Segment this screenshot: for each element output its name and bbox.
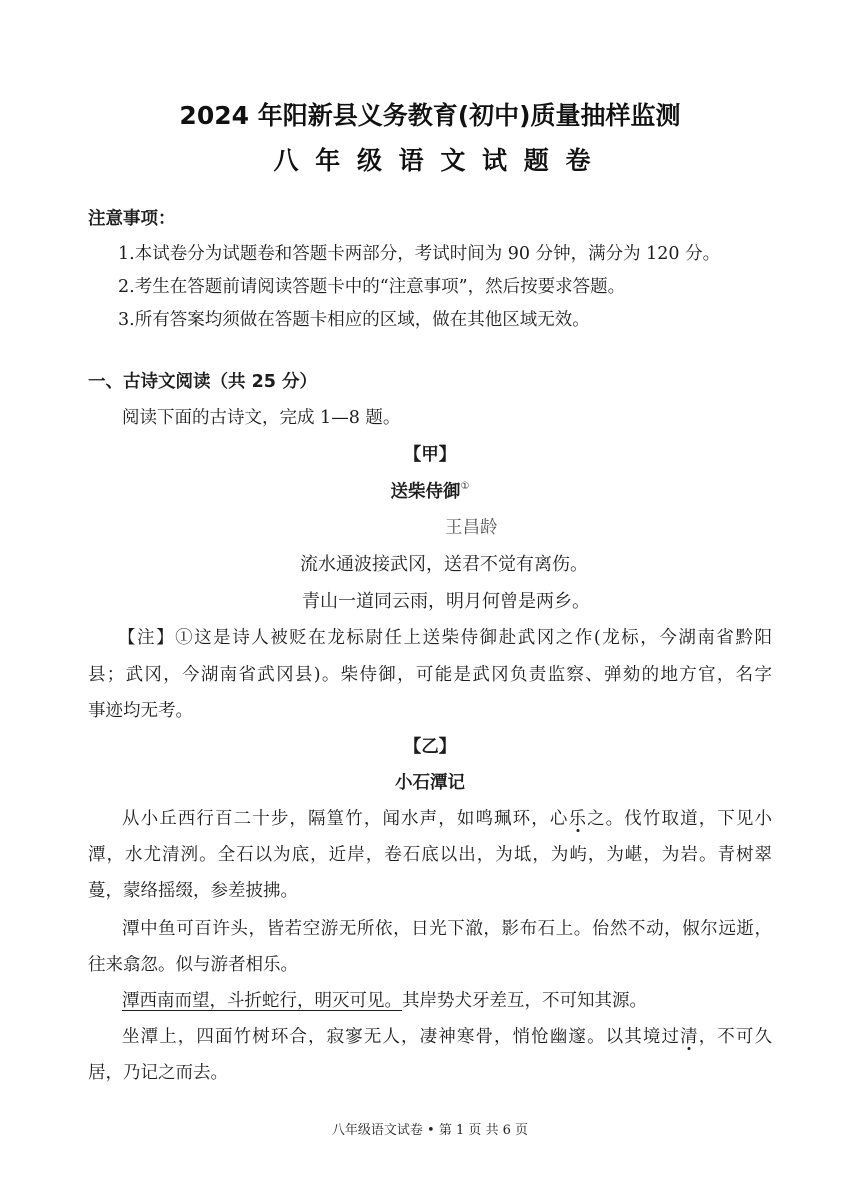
poem-title-text: 送柴侍御 <box>390 482 461 502</box>
text-label-jia: 【甲】 <box>403 445 457 465</box>
poem-line: 青山一道同云雨，明月何曾是两乡。 <box>302 591 590 612</box>
prose-line <box>122 988 647 1014</box>
prose-segment: 往来翕忽。似与游者相乐。 <box>88 955 298 975</box>
exam-title: 2024 年阳新县义务教育(初中)质量抽样监测 <box>179 101 681 130</box>
poem-note-line: 县；武冈，今湖南省武冈县)。柴侍御，可能是武冈负责监察、弹劾的地方官，名字 <box>88 665 772 685</box>
notice-item: 3.所有答案均须做在答题卡相应的区域，做在其他区域无效。 <box>118 310 590 330</box>
prose-segment: 从小丘西行百二十步，隔篁竹，闻水声，如鸣珮环，心 <box>122 809 569 829</box>
prose-segment: 其岸势犬牙差互，不可知其源。 <box>402 991 647 1011</box>
prose-line <box>88 842 772 868</box>
prose-line <box>88 878 298 904</box>
prose-title: 小石潭记 <box>395 773 465 793</box>
underlined-sentence: 潭西南而望，斗折蛇行，明灭可见。 <box>122 991 402 1011</box>
prose-segment: 之。伐竹取道，下见小 <box>587 809 773 829</box>
section-heading: 一、古诗文阅读（共 25 分） <box>88 372 318 392</box>
poem-title <box>0 479 860 505</box>
prose-segment: 坐潭上，四面竹树环合，寂寥无人，凄神寒骨，悄怆幽邃。以其境过 <box>122 1027 681 1047</box>
page-footer: 八年级语文试卷 • 第 1 页 共 6 页 <box>331 1123 529 1138</box>
notice-item: 2.考生在答题前请阅读答题卡中的“注意事项”，然后按要求答题。 <box>118 277 626 297</box>
exam-subtitle: 八 年 级 语 文 试 题 卷 <box>273 146 595 175</box>
prose-segment: 蔓，蒙络摇缀，参差披拂。 <box>88 881 298 901</box>
poem-author: 王昌龄 <box>445 518 498 538</box>
prose-line <box>122 806 772 832</box>
emphasized-char: 清 <box>680 1027 699 1047</box>
prose-segment: ，不可久 <box>698 1027 773 1047</box>
prose-line <box>88 952 298 978</box>
prose-line <box>122 1024 772 1050</box>
poem-note-line: 事迹均无考。 <box>88 701 193 721</box>
notice-item: 1.本试卷分为试题卷和答题卡两部分，考试时间为 90 分钟，满分为 120 分。 <box>118 244 721 264</box>
prose-line <box>122 916 772 942</box>
prose-segment: 潭中鱼可百许头，皆若空游无所依，日光下澈，影布石上。佁然不动，俶尔远逝， <box>122 919 772 939</box>
section-instruction: 阅读下面的古诗文，完成 1—8 题。 <box>122 408 401 428</box>
footnote-mark: ① <box>460 481 470 492</box>
text-label-yi: 【乙】 <box>403 737 457 757</box>
poem-line: 流水通波接武冈，送君不觉有离伤。 <box>300 554 588 575</box>
prose-line <box>88 1060 228 1086</box>
poem-note-line: 【注】①这是诗人被贬在龙标尉任上送柴侍御赴武冈之作(龙标，今湖南省黔阳 <box>118 628 772 648</box>
emphasized-char: 乐 <box>568 809 588 829</box>
prose-segment: 居，乃记之而去。 <box>88 1063 228 1083</box>
prose-segment: 潭，水尤清洌。全石以为底，近岸，卷石底以出，为坻，为屿，为嵁，为岩。青树翠 <box>88 845 772 865</box>
notice-heading: 注意事项： <box>88 209 176 229</box>
